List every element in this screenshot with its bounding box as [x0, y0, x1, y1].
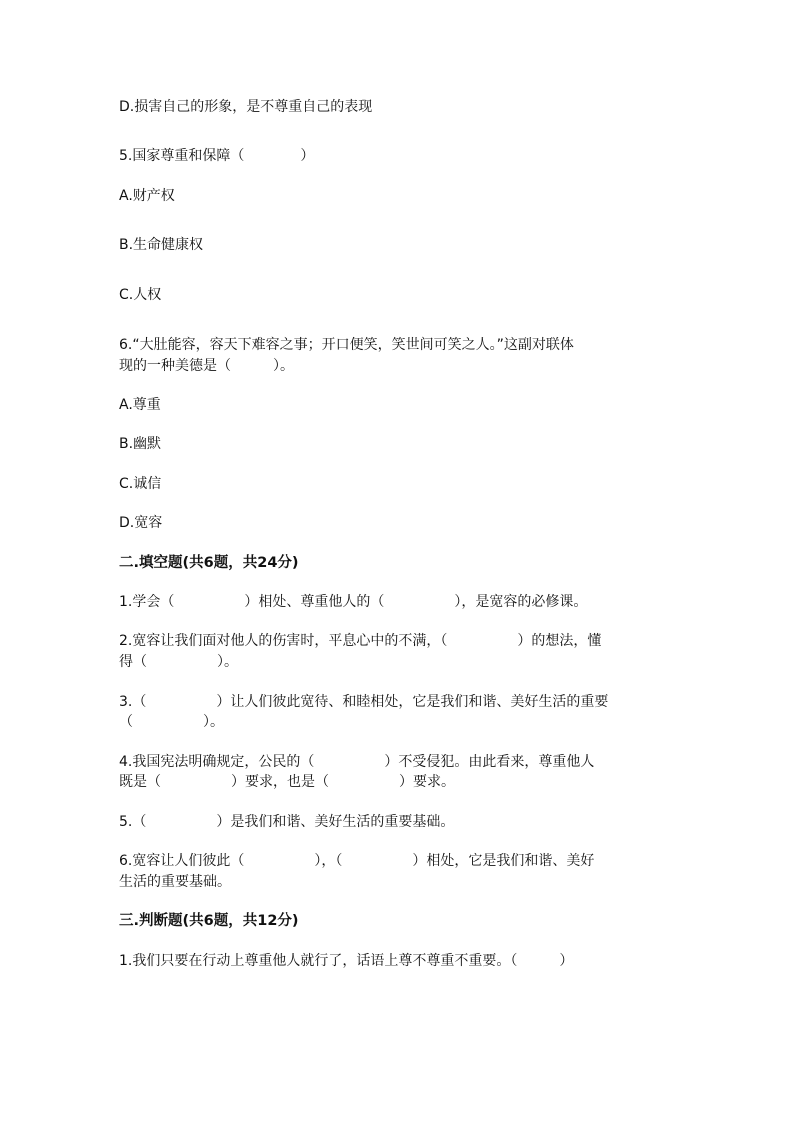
fill-q4-line1: 4.我国宪法明确规定，公民的（ ）不受侵犯。由此看来，尊重他人 [119, 754, 595, 770]
fill-q3-line1: 3.（ ）让人们彼此宽待、和睦相处，它是我们和谐、美好生活的重要 [119, 694, 609, 710]
fill-q6-line2: 生活的重要基础。 [119, 874, 231, 890]
fill-q2-line2: 得（ ）。 [119, 654, 238, 670]
q4-option-d: D.损害自己的形象，是不尊重自己的表现 [119, 99, 373, 115]
q6-option-c: C.诚信 [119, 476, 162, 492]
judge-q1: 1.我们只要在行动上尊重他人就行了，话语上尊不尊重不重要。（ ） [119, 953, 574, 969]
fill-q6-line1: 6.宽容让人们彼此（ ），（ ）相处，它是我们和谐、美好 [119, 853, 595, 869]
fill-q5: 5.（ ）是我们和谐、美好生活的重要基础。 [119, 814, 455, 830]
q5-stem: 5.国家尊重和保障（ ） [119, 148, 315, 164]
q6-option-b: B.幽默 [119, 436, 162, 452]
fill-q3-line2: （ ）。 [119, 714, 224, 730]
q5-option-b: B.生命健康权 [119, 237, 204, 253]
q6-stem-line2: 现的一种美德是（ ）。 [119, 358, 294, 374]
fill-q1: 1.学会（ ）相处、尊重他人的（ ），是宽容的必修课。 [119, 594, 588, 610]
q5-option-a: A.财产权 [119, 188, 175, 204]
fill-q2-line1: 2.宽容让我们面对他人的伤害时，平息心中的不满，（ ）的想法，懂 [119, 633, 602, 649]
q6-option-a: A.尊重 [119, 397, 161, 413]
section3-title: 三.判断题(共6题，共12分) [119, 913, 299, 929]
q6-option-d: D.宽容 [119, 515, 163, 531]
q6-stem-line1: 6.“大肚能容，容天下难容之事；开口便笑，笑世间可笑之人。”这副对联体 [119, 337, 574, 353]
fill-q4-line2: 既是（ ）要求，也是（ ）要求。 [119, 774, 455, 790]
q5-option-c: C.人权 [119, 287, 162, 303]
section2-title: 二.填空题(共6题，共24分) [119, 555, 299, 571]
